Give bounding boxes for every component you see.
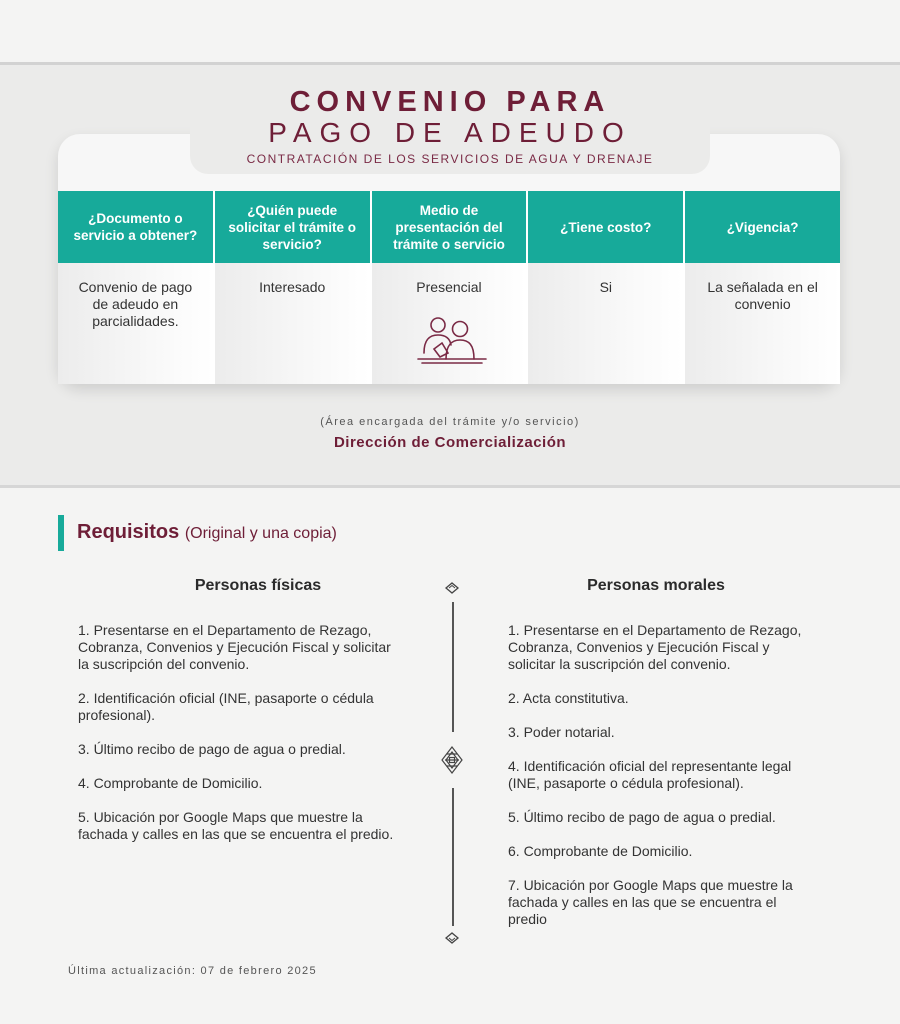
ornament-bottom-icon [444,932,460,944]
fisicas-title: Personas físicas [194,577,322,594]
column-value-text: La señalada en el convenio [707,279,818,312]
fisicas-list [78,622,398,860]
table-column [58,191,215,384]
list-item: 2. Identificación oficial (INE, pasaporte o cédula profesional). [78,690,374,723]
table-column [685,191,840,384]
morales-title: Personas morales [587,577,725,594]
table-column [528,191,685,384]
column-value-text: Convenio de pago de adeudo en parcialidades. [78,279,193,329]
table-column [215,191,372,384]
list-item: 6. Comprobante de Domicilio. [508,843,693,859]
list-item: 5. Último recibo de pago de agua o predial. [508,809,776,825]
list-item: 4. Identificación oficial del representante legal (INE, pasaporte o cédula profesional). [508,758,792,791]
list-item: 1. Presentarse en el Departamento de Rezago, Cobranza, Convenios y Ejecución Fiscal y solicitar la suscripción del convenio. [78,622,391,672]
info-table [58,191,840,384]
table-column [372,191,529,384]
list-item: 4. Comprobante de Domicilio. [78,775,263,791]
page-title [0,86,900,166]
list-item: 1. Presentarse en el Departamento de Rezago, Cobranza, Convenios y Ejecución Fiscal y solicitar la suscripción del convenio. [508,622,802,672]
list-item: 5. Ubicación por Google Maps que muestre la fachada y calles en las que se encuentra el predio. [78,809,394,842]
ornament-center-icon [441,746,463,774]
column-value-text: Presencial [416,279,482,295]
column-value [58,263,213,384]
last-updated: Última actualización: 07 de febrero 2025 [68,965,317,977]
people-at-desk-icon [416,315,488,367]
column-value-text: Interesado [259,279,326,295]
column-header: Medio de presentación del trámite o servicio [372,191,527,263]
column-header: ¿Quién puede solicitar el trámite o servicio? [215,191,370,263]
section-accent-bar [58,515,64,551]
column-value-text: Si [599,279,613,295]
area-name: Dirección de Comercialización [333,434,567,451]
title-subtitle: CONTRATACIÓN DE LOS SERVICIOS DE AGUA Y DRENAJE [246,152,654,166]
column-value [372,263,527,384]
column-header: ¿Tiene costo? [528,191,683,263]
requirements-title: Requisitos [77,521,180,543]
column-value [215,263,370,384]
title-line-1: CONVENIO PARA [289,86,611,118]
requirements-subtitle: (Original y una copia) [184,525,337,542]
title-line-2: PAGO DE ADEUDO [268,117,632,148]
column-value [528,263,683,384]
morales-list [508,622,818,945]
list-item: 2. Acta constitutiva. [508,690,629,706]
area-label: (Área encargada del trámite y/o servicio) [320,416,580,428]
divider-line-bottom [452,788,454,926]
list-item: 7. Ubicación por Google Maps que muestre la fachada y calles en las que se encuentra el predio [508,877,793,927]
column-header: ¿Vigencia? [685,191,840,263]
divider-line-top [452,602,454,732]
list-item: 3. Último recibo de pago de agua o predial. [78,741,346,757]
column-header: ¿Documento o servicio a obtener? [58,191,213,263]
ornament-top-icon [444,582,460,594]
column-value [685,263,840,384]
requirements-heading [77,521,337,544]
list-item: 3. Poder notarial. [508,724,615,740]
